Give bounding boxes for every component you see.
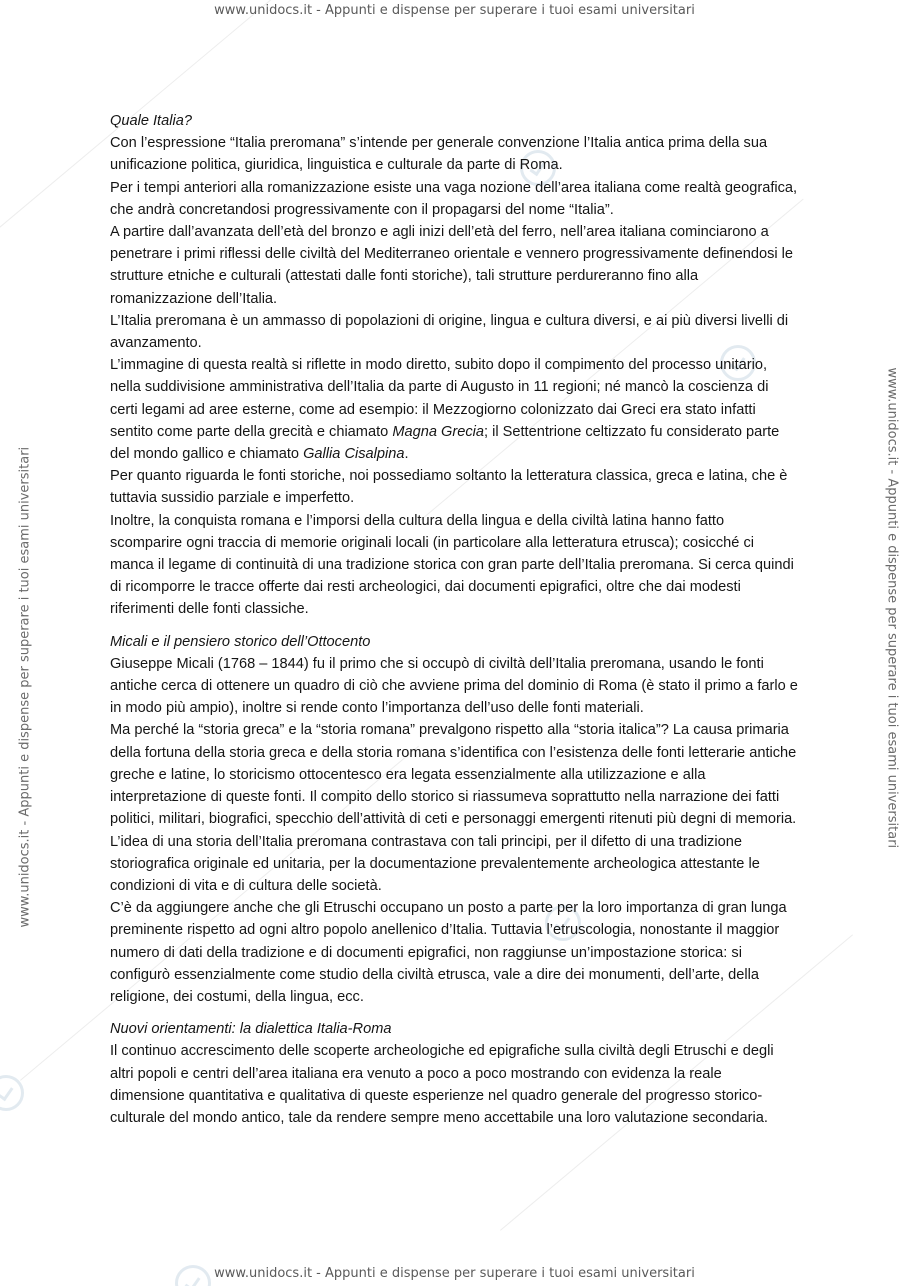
paragraph: Giuseppe Micali (1768 – 1844) fu il primo che si occupò di civiltà dell’Italia preromana, usando le fonti antiche cerca di ottenere un quadro di ciò che avviene prima del dominio di Roma (è stato il primo a farlo e in modo più ampio), inoltre si rende conto l’importanza dell’uso delle fonti materiali. [110,655,798,717]
document-body [110,110,800,1129]
paragraph-text: . [404,446,409,463]
paragraph-text: ; il Settentrione celtizzato fu considerato parte del mondo gallico e chiamato [110,423,780,463]
section-heading-nuovi-orientamenti: Nuovi orientamenti: la dialettica Italia-Roma [110,1021,392,1038]
italic-term: Magna Grecia [392,423,484,440]
paragraph: Il continuo accrescimento delle scoperte archeologiche ed epigrafiche sulla civiltà degli Etruschi e degli altri popoli e centri dell’area italiana era venuto a poco a poco mostrando con evidenza la reale dimensione quantitativa e qualitativa di queste esperienze nel quadro generale del progresso storico-culturale del mondo antico, tale da rendere sempre meno accettabile una loro valutazione secondaria. [110,1043,774,1126]
watermark-footer: www.unidocs.it - Appunti e dispense per superare i tuoi esami universitari [214,1266,695,1281]
watermark-right-side: www.unidocs.it - Appunti e dispense per superare i tuoi esami universitari [884,367,900,849]
paragraph: Ma perché la “storia greca” e la “storia romana” prevalgono rispetto alla “storia italica”? La causa primaria della fortuna della storia greca e della storia romana s’identifica con l’esistenza delle fonti letterarie antiche greche e latine, lo storicismo ottocentesco era legata essenzialmente alla utilizzazione e alla interpretazione di queste fonti. Il compito dello storico si riassumeva soprattutto nella narrazione dei fatti politici, militari, biografici, specchio dell’attività di ceti e personaggi emergenti ritenuti più degni di memoria. [110,722,797,828]
section-spacer [110,621,800,631]
paragraph-augusto [110,354,800,465]
section-heading-quale-italia: Quale Italia? [110,113,192,129]
section-spacer [110,1008,800,1018]
watermark-header: www.unidocs.it - Appunti e dispense per superare i tuoi esami universitari [214,3,695,18]
paragraph: Con l’espressione “Italia preromana” s’intende per generale convenzione l’Italia antica prima della sua unificazione politica, giuridica, linguistica e culturale da parte di Roma. [110,135,768,174]
section-heading-micali: Micali e il pensiero storico dell’Ottocento [110,633,371,650]
paragraph: L’idea di una storia dell’Italia preromana contrastava con tali principi, per il difetto di una tradizione storiografica originale ed unitaria, per la documentazione prevalentemente archeologica attestante le condizioni di vita e di cultura delle società. [110,833,760,894]
italic-term: Gallia Cisalpina [303,446,405,463]
paragraph: C’è da aggiungere anche che gli Etruschi occupano un posto a parte per la loro importanza di gran lunga preminente rispetto ad ogni altro popolo anellenico d’Italia. Tuttavia l’etruscologia, nonostante il maggior numero di dati della tradizione e di documenti epigrafici, non raggiunse un’impostazione storica: si configurò essenzialmente come studio della civiltà etrusca, vale a dire dei monumenti, dell’arte, della religione, dei costumi, della lingua, ecc. [110,900,787,1005]
paragraph: Per i tempi anteriori alla romanizzazione esiste una vaga nozione dell’area italiana come realtà geografica, che andrà concretandosi progressivamente con il propagarsi del nome “Italia”. [110,179,798,218]
paragraph-text: L’immagine di questa realtà si riflette in modo diretto, subito dopo il compimento del processo unitario, nella suddivisione amministrativa dell’Italia da parte di Augusto in 11 regioni; né mancò la coscienza di certi legami ad aree esterne, come ad esempio: il Mezzogiorno colonizzato dai Greci era stato infatti sentito come parte della grecità e chiamato [110,357,769,440]
paragraph: L’Italia preromana è un ammasso di popolazioni di origine, lingua e cultura diversi, e ai più diversi livelli di avanzamento. [110,312,789,352]
paragraph: Inoltre, la conquista romana e l’imporsi della cultura della lingua e della civiltà latina hanno fatto scomparire ogni traccia di memorie originali locali (in particolare alla letteratura etrusca); cosicché ci manca il legame di continuità di una tradizione storica con gran parte dell’Italia preromana. Si cerca quindi di ricomporre le tracce offerte dai resti archeologici, dai documenti epigrafici, oltre che dai modesti riferimenti delle fonti classiche. [110,512,794,618]
paragraph: A partire dall’avanzata dell’età del bronzo e agli inizi dell’età del ferro, nell’area italiana cominciarono a penetrare i primi riflessi delle civiltà del Mediterraneo orientale e vennero progressivamente definendosi le strutture etniche e culturali (attestati dalle fonti storiche), tali strutture perdureranno fino alla romanizzazione dell’Italia. [110,224,794,307]
paragraph: Per quanto riguarda le fonti storiche, noi possediamo soltanto la letteratura classica, greca e latina, che è tuttavia sussidio parziale e imperfetto. [110,468,788,507]
watermark-left-side: www.unidocs.it - Appunti e dispense per superare i tuoi esami universitari [17,446,33,928]
